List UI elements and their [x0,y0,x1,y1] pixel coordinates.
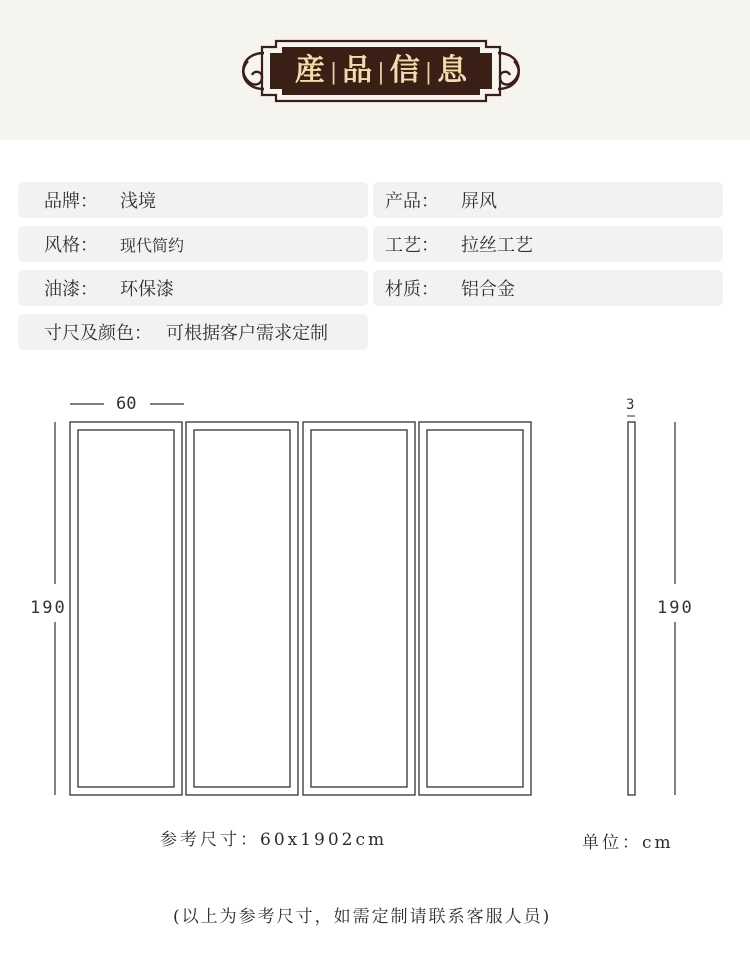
brand-value: 浅境 [120,191,156,212]
screen-panel [70,422,182,795]
material-label: 材质： [385,279,439,300]
product-label: 产品： [385,191,439,212]
product-value: 屏风 [461,191,497,212]
title-separator: | [424,60,433,85]
screen-panel [186,422,298,795]
craft-label: 工艺： [385,235,439,256]
title-char: 息 [437,53,468,88]
title-char: 産 [294,53,325,88]
screen-panel [303,422,415,795]
size-value: 可根据客户需求定制 [166,323,328,344]
screen-dimension-diagram [0,380,750,820]
size-label: 寸尺及颜色： [44,323,152,344]
brand-label: 品牌： [44,191,98,212]
screen-panel [419,422,531,795]
title-char: 信 [389,53,420,88]
info-row-style [18,226,368,262]
height-dimension-label: 190 [30,598,67,618]
info-row-brand [18,182,368,218]
craft-value: 拉丝工艺 [461,235,533,256]
title-separator: | [329,60,338,85]
custom-note: (以上为参考尺寸，如需定制请联系客服人员) [173,907,552,927]
info-row-material [373,270,723,306]
unit-caption: 单位：cm [582,833,674,853]
title-badge [236,37,526,105]
depth-dimension-label: 3 [626,397,635,413]
style-label: 风格： [44,235,98,256]
info-row-product [373,182,723,218]
screen-drawing [0,380,750,820]
page-title [236,37,526,105]
style-value: 现代简约 [120,235,185,255]
paint-label: 油漆： [44,279,98,300]
width-dimension-label: 60 [116,394,137,414]
reference-size-caption: 参考尺寸：60x1902cm [160,830,388,850]
title-char: 品 [342,53,373,88]
material-value: 铝合金 [461,279,515,300]
title-separator: | [377,60,385,85]
info-row-size [18,314,368,350]
header-banner [0,0,750,140]
info-row-paint [18,270,368,306]
info-row-craft [373,226,723,262]
height-dimension-label: 190 [657,598,694,618]
paint-value: 环保漆 [120,279,174,300]
screen-side-view [628,422,635,795]
